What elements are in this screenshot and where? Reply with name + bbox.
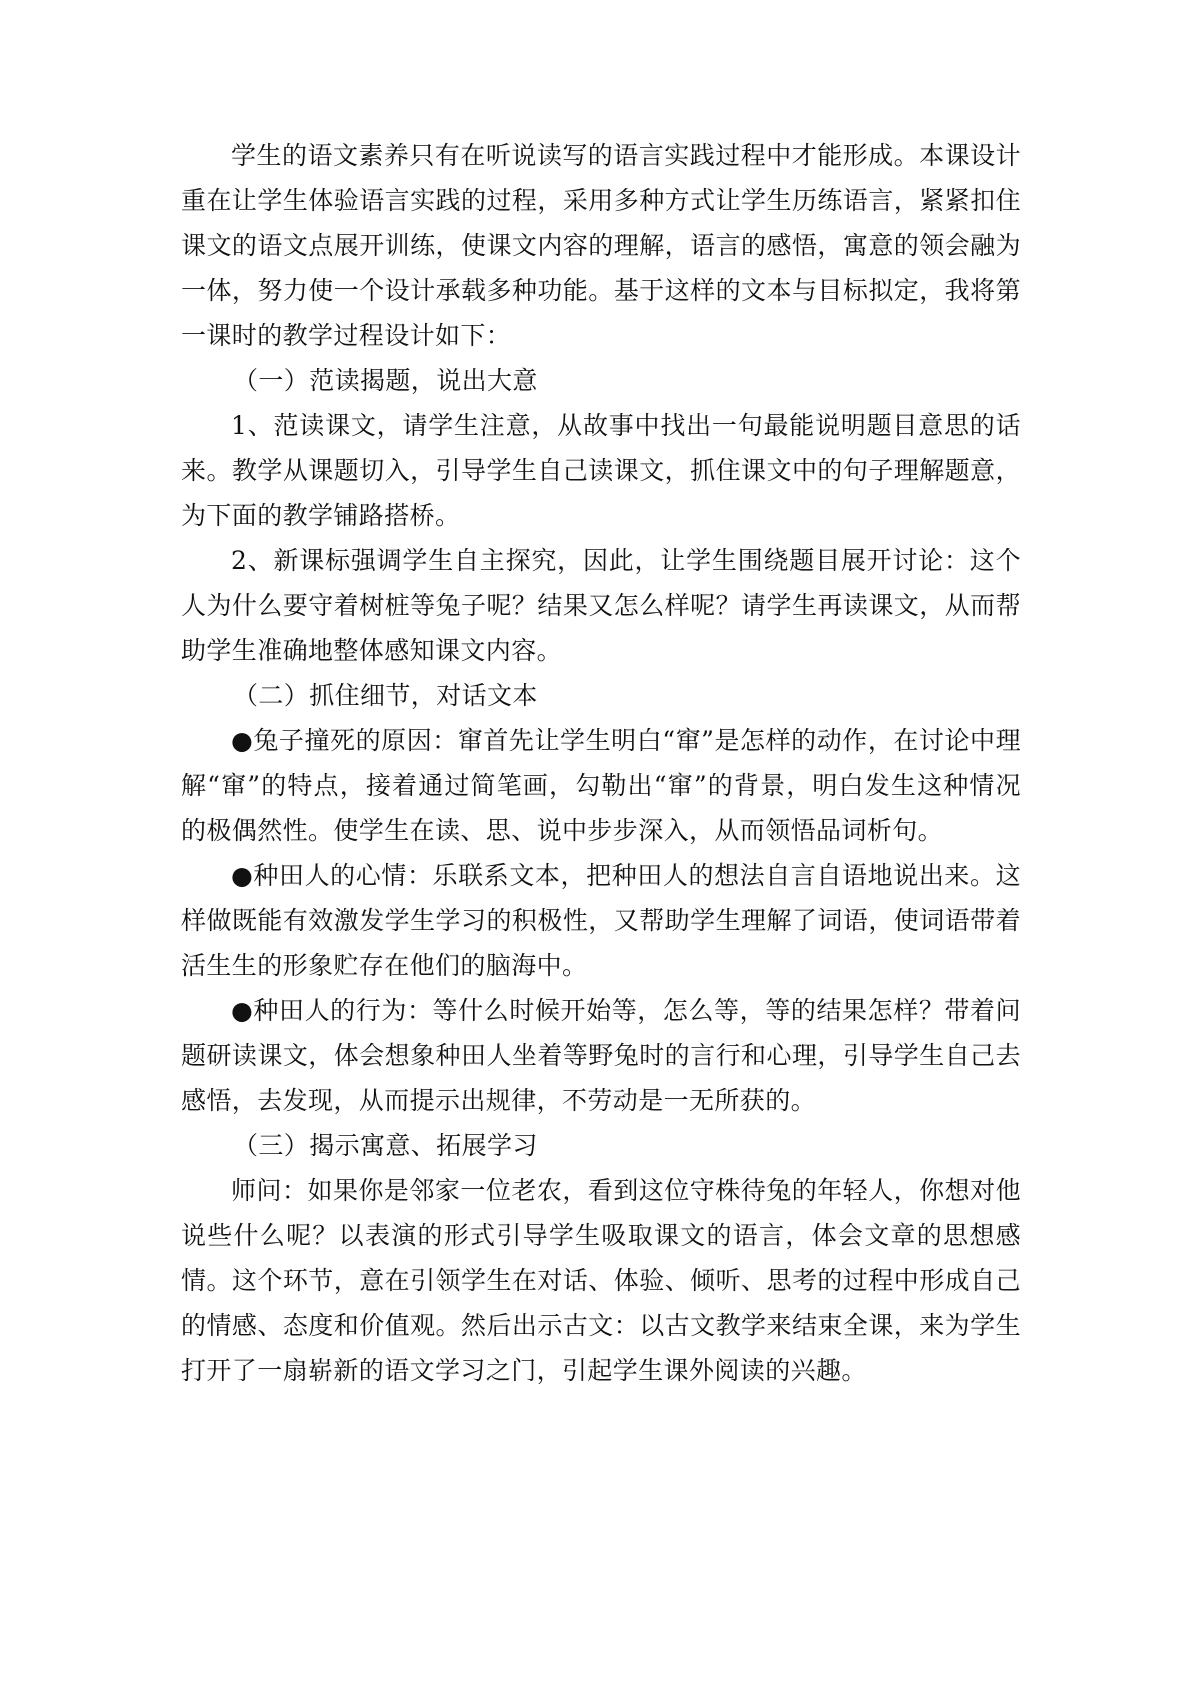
intro-paragraph: 学生的语文素养只有在听说读写的语言实践过程中才能形成。本课设计重在让学生体验语言实践的过程，采用多种方式让学生历练语言，紧紧扣住课文的语文点展开训练，使课文内容的理解，语言的感悟，寓意的领会融为一体，努力使一个设计承载多种功能。基于这样的文本与目标拟定，我将第一课时的教学过程设计如下： [181,141,1021,350]
paragraph-1: 1、范读课文，请学生注意，从故事中找出一句最能说明题目意思的话来。教学从课题切入，引导学生自己读课文，抓住课文中的句子理解题意，为下面的教学铺路搭桥。 [181,411,1021,530]
bullet-rabbit-cause: ●兔子撞死的原因：窜首先让学生明白“窜”是怎样的动作，在讨论中理解“窜”的特点，接着通过简笔画，勾勒出“窜”的背景，明白发生这种情况的极偶然性。使学生在读、思、说中步步深入，从而领悟品词析句。 [181,726,1021,845]
document-body [181,133,1021,1393]
section-heading-2: （二）抓住细节，对话文本 [233,681,538,710]
section-heading-1: （一）范读揭题，说出大意 [233,366,538,395]
paragraph-2: 2、新课标强调学生自主探究，因此，让学生围绕题目展开讨论：这个人为什么要守着树桩等兔子呢？结果又怎么样呢？请学生再读课文，从而帮助学生准确地整体感知课文内容。 [181,546,1021,665]
bullet-farmer-behavior: ●种田人的行为：等什么时候开始等，怎么等，等的结果怎样？带着问题研读课文，体会想象种田人坐着等野兔时的言行和心理，引导学生自己去感悟，去发现，从而提示出规律，不劳动是一无所获的。 [181,996,1021,1115]
bullet-farmer-mood: ●种田人的心情：乐联系文本，把种田人的想法自言自语地说出来。这样做既能有效激发学生学习的积极性，又帮助学生理解了词语，使词语带着活生生的形象贮存在他们的脑海中。 [181,861,1021,980]
paragraph-teacher-question: 师问：如果你是邻家一位老农，看到这位守株待兔的年轻人，你想对他说些什么呢？以表演的形式引导学生吸取课文的语言，体会文章的思想感情。这个环节，意在引领学生在对话、体验、倾听、思考的过程中形成自己的情感、态度和价值观。然后出示古文：以古文教学来结束全课，来为学生打开了一扇崭新的语文学习之门，引起学生课外阅读的兴趣。 [181,1176,1021,1385]
section-heading-3: （三）揭示寓意、拓展学习 [233,1131,538,1160]
